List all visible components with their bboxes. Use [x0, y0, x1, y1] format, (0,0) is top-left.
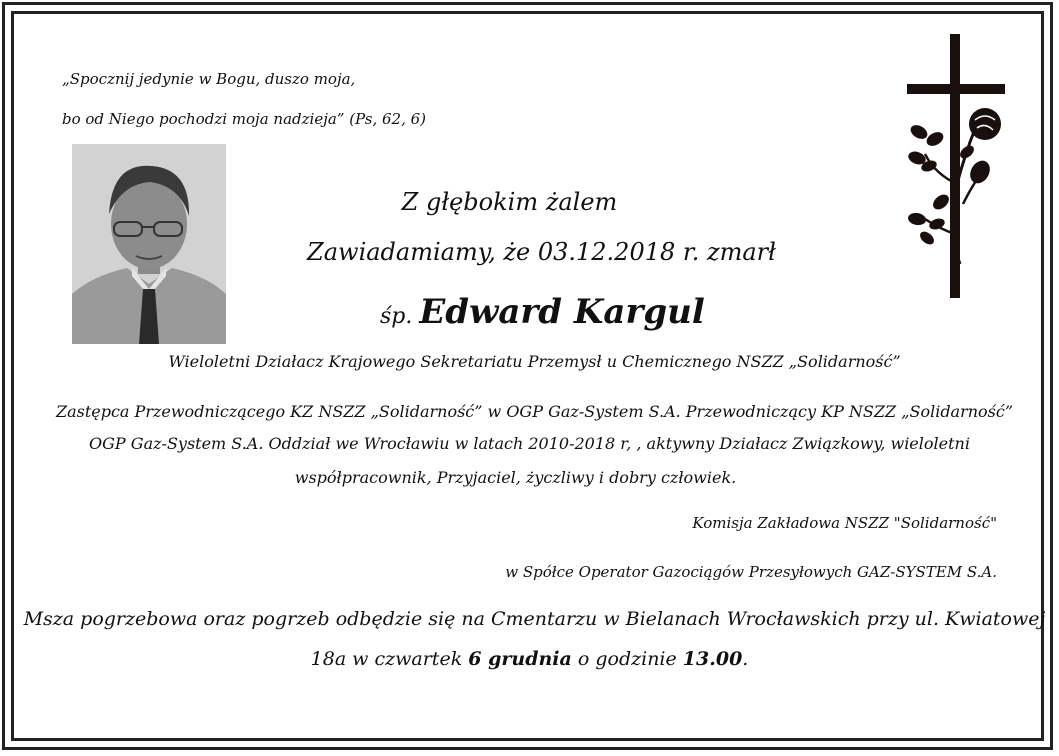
- funeral-line-1: Msza pogrzebowa oraz pogrzeb odbędzie się na Cmentarzu w Bielanach Wrocławskich przy ul. Kwiatowej: [23, 608, 1046, 630]
- description-line-1: Wieloletni Działacz Krajowego Sekretariatu Przemysł u Chemicznego NSZZ „Solidarność”: [168, 352, 901, 371]
- description-line-2: Zastępca Przewodniczącego KZ NSZZ „Solidarność” w OGP Gaz-System S.A. Przewodniczący KP NSZZ „Solidarność”: [55, 402, 1014, 421]
- funeral-text-a: 18a w czwartek: [310, 648, 469, 670]
- description-line-3: OGP Gaz-System S.A. Oddział we Wrocławiu w latach 2010-2018 r, , aktywny Działacz Związkowy, wieloletni: [89, 434, 970, 453]
- quote-line-2: bo od Niego pochodzi moja nadzieja” (Ps, 62, 6): [62, 110, 427, 128]
- funeral-text-b: o godzinie: [571, 648, 683, 670]
- announcement-line-1: Z głębokim żalem: [401, 188, 618, 216]
- signature-line-1: Komisja Zakładowa NSZZ "Solidarność": [692, 514, 997, 532]
- funeral-time: 13.00: [682, 648, 743, 670]
- deceased-name-line: [380, 292, 705, 332]
- funeral-date: 6 grudnia: [468, 648, 572, 670]
- deceased-name: Edward Kargul: [419, 292, 705, 332]
- announcement-line-2: Zawiadamiamy, że 03.12.2018 r. zmarł: [307, 238, 776, 266]
- quote-line-1: „Spocznij jedynie w Bogu, duszo moja,: [62, 70, 356, 88]
- name-prefix: śp.: [380, 304, 413, 329]
- description-line-4: współpracownik, Przyjaciel, życzliwy i dobry człowiek.: [294, 468, 737, 487]
- funeral-text-c: .: [742, 648, 749, 670]
- cross-with-rose-icon: [905, 34, 1007, 302]
- funeral-line-2: [0, 648, 1059, 670]
- signature-line-2: w Spółce Operator Gazociągów Przesyłowych GAZ-SYSTEM S.A.: [505, 563, 997, 581]
